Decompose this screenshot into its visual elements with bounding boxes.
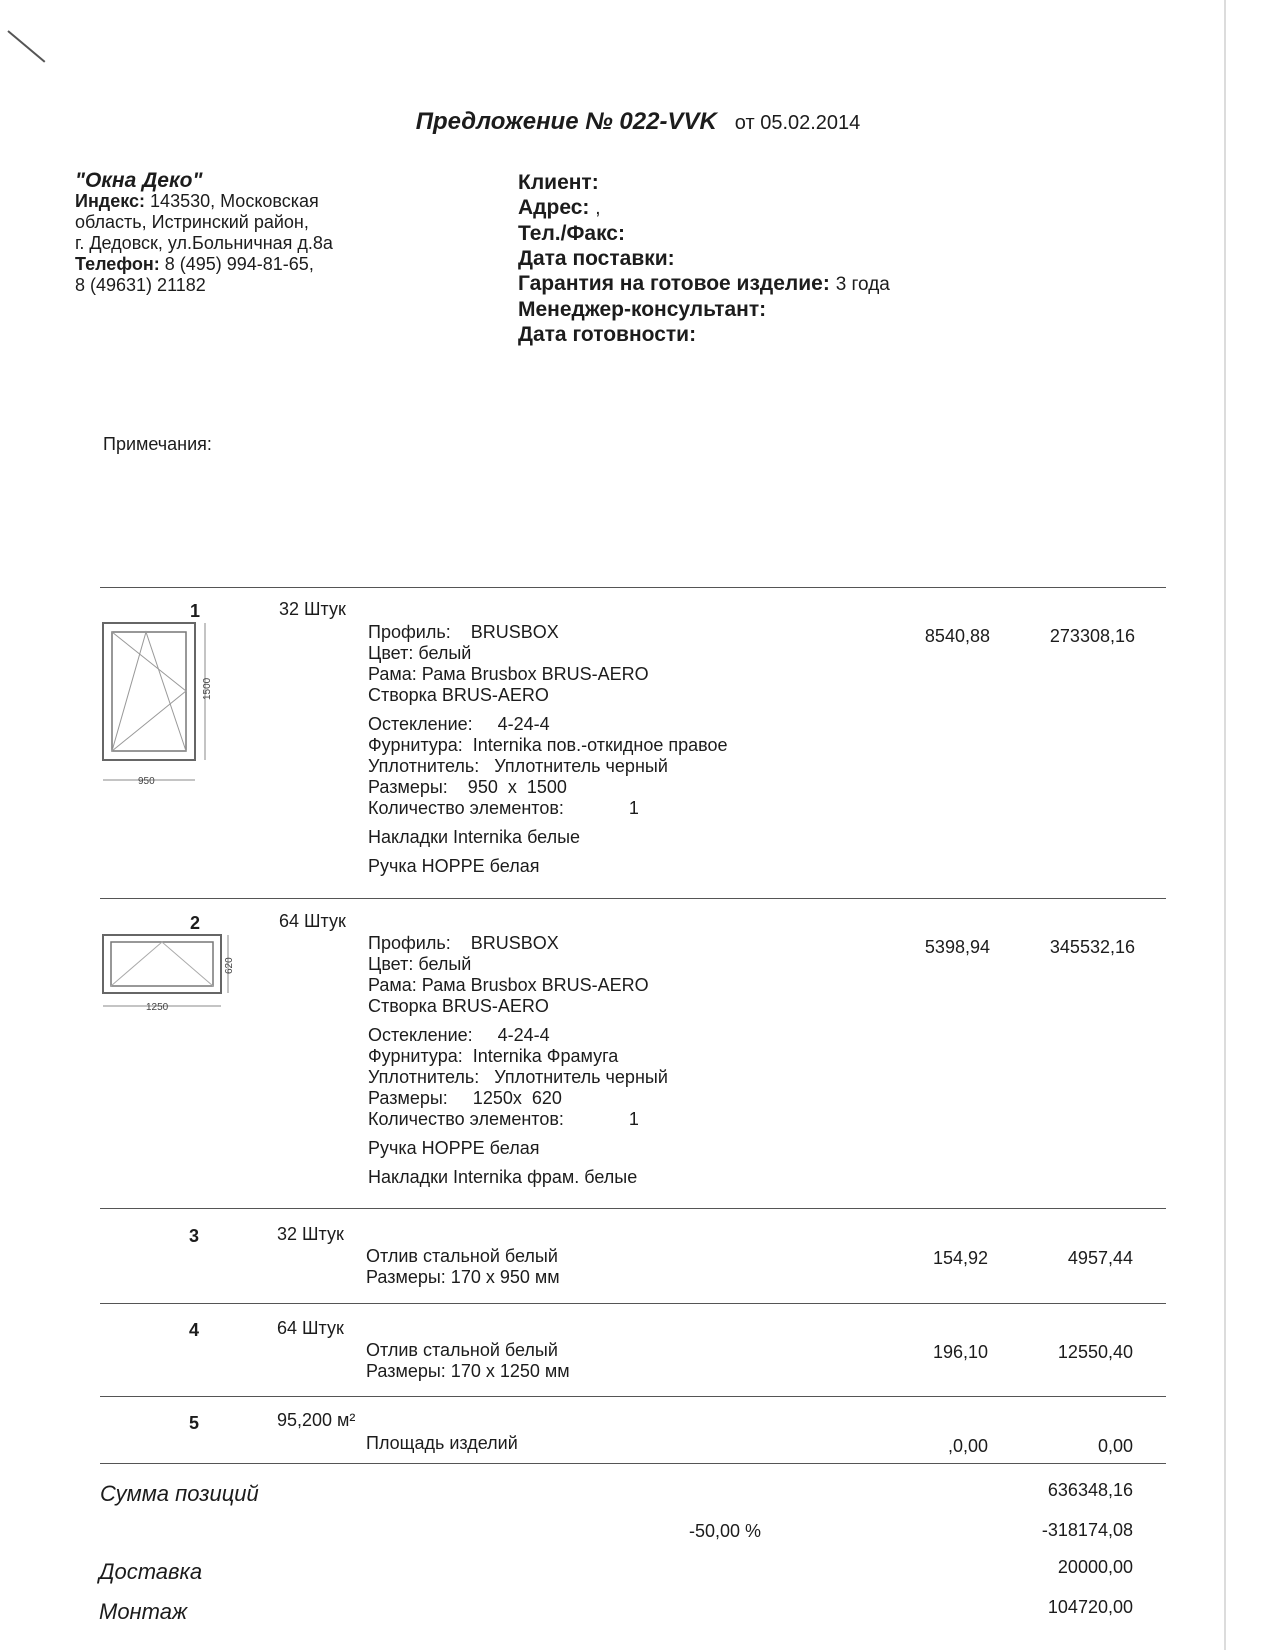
description-line: Остекление: 4-24-4 (368, 714, 550, 734)
line-gap (368, 848, 728, 856)
divider (100, 1396, 1166, 1397)
window-drawing-2 (100, 932, 235, 1014)
line-gap (368, 1130, 668, 1138)
description-line: Фурнитура: Internika Фрамуга (368, 1046, 619, 1066)
company-address-line3: г. Дедовск, ул.Больничная д.8а (75, 233, 333, 253)
scan-mark (7, 30, 45, 62)
description-line: Рама: Рама Brusbox BRUS-AERO (368, 664, 649, 684)
summary-positions-label: Сумма позиций (100, 1481, 259, 1506)
description-line: Створка BRUS-AERO (368, 996, 549, 1016)
item-2-total: 345532,16 (1049, 937, 1135, 957)
client-warranty: Гарантия на готовое изделие: 3 года (518, 272, 890, 295)
description-line: Отлив стальной белый (366, 1340, 558, 1360)
description-line: Рама: Рама Brusbox BRUS-AERO (368, 975, 649, 995)
item-4-qty: 64 Штук (277, 1318, 344, 1338)
divider (100, 587, 1166, 588)
item-1-total: 273308,16 (1049, 626, 1135, 646)
description-line: Количество элементов: 1 (368, 798, 639, 818)
item-3-number: 3 (188, 1226, 199, 1246)
item-4-number: 4 (188, 1320, 199, 1340)
item-1-qty: 32 Штук (279, 599, 346, 619)
client-phone: Тел./Факс: (518, 222, 625, 245)
description-line: Площадь изделий (366, 1433, 518, 1453)
description-line: Размеры: 170 x 950 мм (366, 1267, 560, 1287)
description-line: Количество элементов: 1 (368, 1109, 639, 1129)
item-5-description (366, 1433, 518, 1454)
client-ready-date: Дата готовности: (518, 323, 697, 346)
divider (100, 1303, 1166, 1304)
item-2-qty: 64 Штук (279, 911, 346, 931)
description-line: Ручка HOPPE белая (368, 856, 540, 876)
item-1-number: 1 (189, 601, 200, 621)
window-2-width-label: 1250 (146, 1002, 169, 1013)
item-3-total: 4957,44 (1067, 1248, 1133, 1268)
window-drawing-1 (100, 620, 225, 790)
item-3-price: 154,92 (932, 1248, 988, 1268)
notes-label: Примечания: (103, 434, 212, 454)
line-gap (368, 1159, 668, 1167)
client-info (518, 170, 1218, 347)
client-label: Клиент: (518, 171, 599, 194)
summary-delivery-label: Доставка (99, 1559, 203, 1584)
item-4-price: 196,10 (932, 1342, 988, 1362)
summary-discount-percent: -50,00 % (689, 1521, 762, 1541)
company-phone-line2: 8 (49631) 21182 (75, 275, 206, 295)
company-phone: Телефон: 8 (495) 994-81-65, (75, 254, 314, 274)
description-line: Размеры: 950 x 1500 (368, 777, 567, 797)
client-address: Адрес: , (518, 196, 601, 219)
item-3-qty: 32 Штук (277, 1224, 344, 1244)
item-2-number: 2 (189, 913, 200, 933)
description-line: Уплотнитель: Уплотнитель черный (368, 756, 668, 776)
item-5-number: 5 (188, 1413, 199, 1433)
item-1-price: 8540,88 (924, 626, 990, 646)
item-2-description (368, 933, 668, 1188)
item-5-total: 0,00 (1097, 1436, 1133, 1456)
description-line: Остекление: 4-24-4 (368, 1025, 550, 1045)
description-line: Накладки Internika белые (368, 827, 581, 847)
description-line: Створка BRUS-AERO (368, 685, 549, 705)
description-line: Профиль: BRUSBOX (368, 933, 559, 953)
company-index: Индекс: 143530, Московская (75, 191, 319, 211)
description-line: Размеры: 170 x 1250 мм (366, 1361, 570, 1381)
item-2-price: 5398,94 (924, 937, 990, 957)
summary-install-value: 104720,00 (1047, 1597, 1133, 1617)
divider (100, 1463, 1166, 1464)
description-line: Размеры: 1250x 620 (368, 1088, 562, 1108)
company-info (75, 170, 395, 296)
description-line: Цвет: белый (368, 954, 472, 974)
description-line: Фурнитура: Internika пов.-откидное правое (368, 735, 728, 755)
summary-discount-value: -318174,08 (1041, 1520, 1133, 1540)
description-line: Цвет: белый (368, 643, 472, 663)
line-gap (368, 706, 728, 714)
description-line: Отлив стальной белый (366, 1246, 558, 1266)
summary-positions-value: 636348,16 (1047, 1480, 1133, 1500)
description-line: Накладки Internika фрам. белые (368, 1167, 638, 1187)
description-line: Уплотнитель: Уплотнитель черный (368, 1067, 668, 1087)
client-delivery-date: Дата поставки: (518, 247, 675, 270)
divider (100, 898, 1166, 899)
item-5-qty: 95,200 м² (277, 1410, 356, 1430)
line-gap (368, 819, 728, 827)
divider (100, 1208, 1166, 1209)
summary-install-label: Монтаж (99, 1599, 188, 1624)
company-name: "Окна Деко" (75, 169, 203, 192)
item-1-description (368, 622, 728, 877)
window-1-height-label: 1500 (202, 677, 213, 700)
page-edge (1224, 0, 1226, 1650)
client-manager: Менеджер-консультант: (518, 298, 767, 321)
window-1-width-label: 950 (138, 776, 155, 787)
offer-number: Предложение № 022-VVK (415, 108, 717, 135)
description-line: Профиль: BRUSBOX (368, 622, 559, 642)
item-3-description (366, 1246, 560, 1288)
company-address-line2: область, Истринский район, (75, 212, 309, 232)
window-2-height-label: 620 (224, 957, 235, 974)
line-gap (368, 1017, 668, 1025)
item-4-description (366, 1340, 570, 1382)
item-5-price: ,0,00 (947, 1436, 988, 1456)
item-4-total: 12550,40 (1057, 1342, 1133, 1362)
summary-delivery-value: 20000,00 (1057, 1557, 1133, 1577)
offer-date: от 05.02.2014 (734, 112, 861, 134)
description-line: Ручка HOPPE белая (368, 1138, 540, 1158)
document-title (0, 108, 1276, 136)
